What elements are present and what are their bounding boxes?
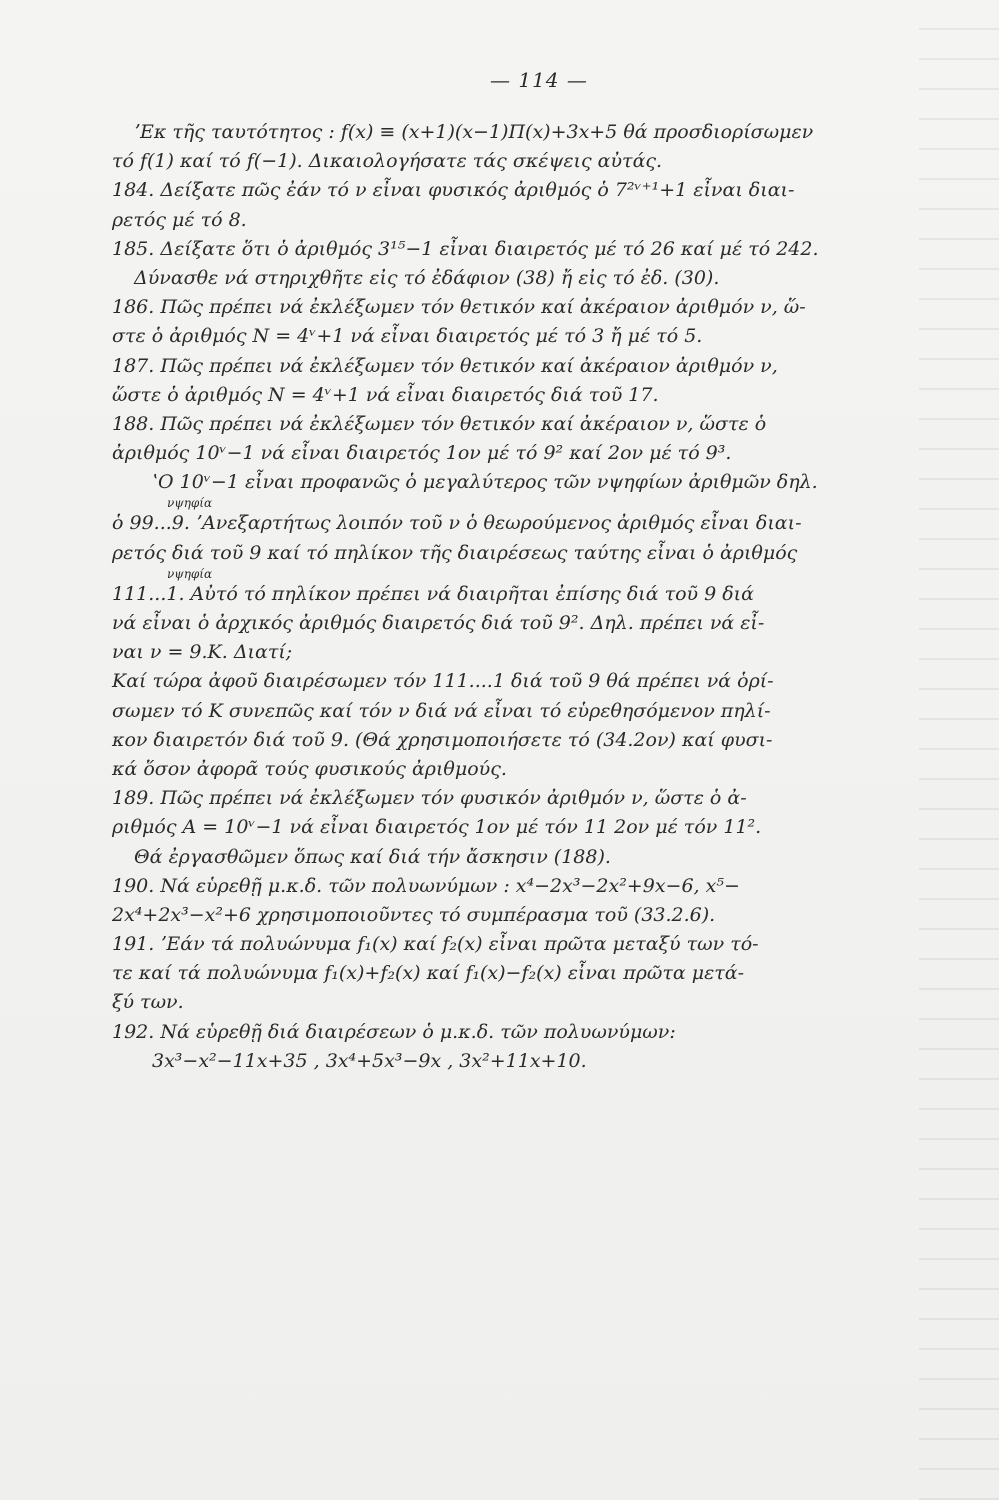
text-line: 2x⁴+2x³−x²+6 χρησιμοποιοῦντες τό συμπέρασμα τοῦ (33.2.6). xyxy=(112,903,716,926)
exercise-188: 188. Πῶς πρέπει νά ἐκλέξωμεν τόν θετικόν καί ἀκέραιον ν, ὥστε ὁ xyxy=(112,412,767,435)
page-number: — 114 — xyxy=(490,68,588,92)
text-line: ρετός διά τοῦ 9 καί τό πηλίκον τῆς διαιρέσεως ταύτης εἶναι ὁ ἀριθμός xyxy=(112,541,798,564)
bleed-through-shadow xyxy=(919,0,999,1500)
text-line: σωμεν τό Κ συνεπῶς καί τόν ν διά νά εἶναι τό εὑρεθησόμενον πηλί- xyxy=(112,699,771,722)
text-line: ριθμός A = 10ᵛ−1 νά εἶναι διαιρετός 1ον μέ τόν 11 2ον μέ τόν 11². xyxy=(112,816,762,839)
exercise-192: 192. Νά εὑρεθῇ διά διαιρέσεων ὁ μ.κ.δ. τῶν πολυωνύμων: xyxy=(112,1020,676,1043)
text-line: Δύνασθε νά στηριχθῆτε εἰς τό ἐδάφιον (38) ἤ εἰς τό ἐδ. (30). xyxy=(134,266,720,289)
text-line: κον διαιρετόν διά τοῦ 9. (Θά χρησιμοποιήσετε τό (34.2ον) καί φυσι- xyxy=(112,728,773,751)
underbrace-label: νψηφία xyxy=(167,496,213,511)
text-line: ξύ των. xyxy=(112,991,184,1014)
exercise-190: 190. Νά εὑρεθῇ μ.κ.δ. τῶν πολυωνύμων : x⁴−2x³−2x²+9x−6, x⁵− xyxy=(112,874,740,897)
exercise-189: 189. Πῶς πρέπει νά ἐκλέξωμεν τόν φυσικόν ἀριθμόν ν, ὥστε ὁ ἀ- xyxy=(112,787,747,810)
text-line: ἀριθμός 10ᵛ−1 νά εἶναι διαιρετός 1ον μέ τό 9² καί 2ον μέ τό 9³. xyxy=(112,442,732,465)
text-line: Καί τώρα ἀφοῦ διαιρέσωμεν τόν 111....1 διά τοῦ 9 θά πρέπει νά ὁρί- xyxy=(112,670,774,693)
text-line: ʼΕκ τῆς ταυτότητος : f(x) ≡ (x+1)(x−1)Π(x)+3x+5 θά προσδιορίσωμεν xyxy=(134,121,814,143)
text-line: ρετός μέ τό 8. xyxy=(112,208,247,231)
text-line: κά ὅσον ἀφορᾶ τούς φυσικούς ἀριθμούς. xyxy=(112,757,507,780)
text-line: ὁ 99...9. ʼΑνεξαρτήτως λοιπόν τοῦ ν ὁ θεωρούμενος ἀριθμός εἶναι διαι- xyxy=(112,512,802,535)
text-line: νά εἶναι ὁ ἀρχικός ἀριθμός διαιρετός διά τοῦ 9². Δηλ. πρέπει νά εἶ- xyxy=(112,612,765,634)
exercise-184: 184. Δείξατε πῶς ἐάν τό ν εἶναι φυσικός ἀριθμός ὁ 7²ᵛ⁺¹+1 εἶναι διαι- xyxy=(112,179,795,202)
polynomial-list: 3x³−x²−11x+35 , 3x⁴+5x³−9x , 3x²+11x+10. xyxy=(152,1049,587,1072)
exercise-186: 186. Πῶς πρέπει νά ἐκλέξωμεν τόν θετικόν καί ἀκέραιον ἀριθμόν ν, ὥ- xyxy=(112,296,806,319)
text-line: 111...1. Αὐτό τό πηλίκον πρέπει νά διαιρῆται ἐπίσης διά τοῦ 9 διά xyxy=(112,582,754,605)
exercise-185: 185. Δείξατε ὅτι ὁ ἀριθμός 3¹⁵−1 εἶναι διαιρετός μέ τό 26 καί μέ τό 242. xyxy=(112,237,819,260)
text-line: τε καί τά πολυώνυμα f₁(x)+f₂(x) καί f₁(x)−f₂(x) εἶναι πρῶτα μετά- xyxy=(112,962,745,985)
text-line: στε ὁ ἀριθμός N = 4ᵛ+1 νά εἶναι διαιρετός μέ τό 3 ἤ μέ τό 5. xyxy=(112,325,703,348)
exercise-187: 187. Πῶς πρέπει νά ἐκλέξωμεν τόν θετικόν καί ἀκέραιον ἀριθμόν ν, xyxy=(112,354,778,377)
text-line: τό f(1) καί τό f(−1). Δικαιολογήσατε τάς σκέψεις αὐτάς. xyxy=(112,150,663,173)
text-line: ʽΟ 10ᵛ−1 εἶναι προφανῶς ὁ μεγαλύτερος τῶν νψηφίων ἀριθμῶν δηλ. xyxy=(152,471,818,494)
exercise-text xyxy=(112,118,957,1076)
exercise-191: 191. ʼΕάν τά πολυώνυμα f₁(x) καί f₂(x) εἶναι πρῶτα μεταξύ των τό- xyxy=(112,933,759,956)
text-line: ναι ν = 9.Κ. Διατί; xyxy=(112,641,293,664)
text-line: ὥστε ὁ ἀριθμός N = 4ᵛ+1 νά εἶναι διαιρετός διά τοῦ 17. xyxy=(112,383,659,406)
text-line: Θά ἐργασθῶμεν ὅπως καί διά τήν ἄσκησιν (188). xyxy=(134,845,611,868)
underbrace-label: νψηφία xyxy=(167,566,213,581)
